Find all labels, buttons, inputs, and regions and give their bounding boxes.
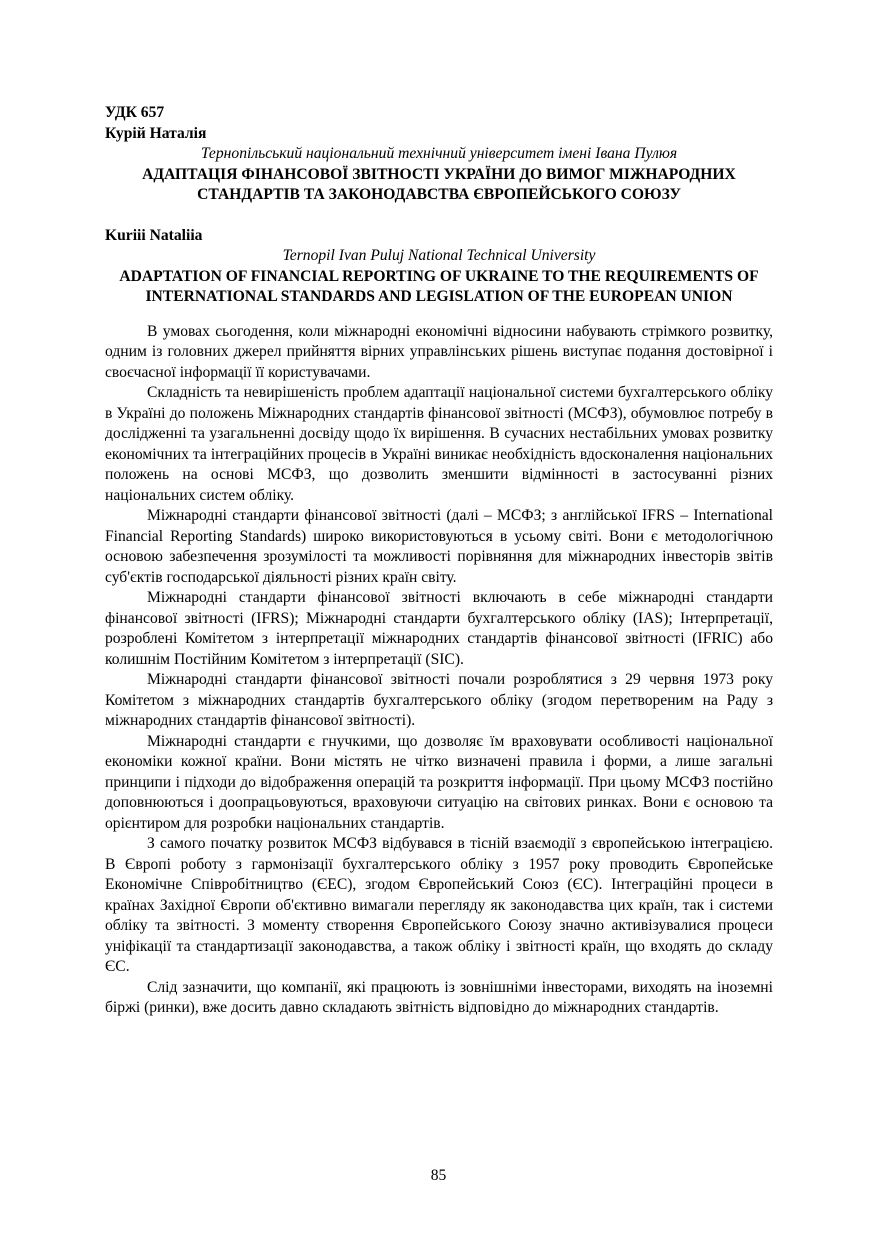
paragraph: Міжнародні стандарти фінансової звітності включають в себе міжнародні стандарти фінансової звітності (IFRS); Міжнародні стандарти бухгалтерського обліку (IAS); Інтерпретації, розроблені Комітетом з інтерпретації міжнародних стандартів фінансової звітності (IFRIC) або колишнім Постійним Комітетом з інтерпретації (SIC). [105,589,773,668]
udc-code: УДК 657 [105,104,165,121]
paragraph: З самого початку розвиток МСФЗ відбувався в тісній взаємодії з європейською інтеграцією. В Європі роботу з гармонізації бухгалтерського обліку з 1957 року проводить Європейське Економічне Співробітництво (ЄЕС), згодом Європейський Союз (ЄС). Інтеграційні процеси в країнах Західної Європи об'єктивно вимагали перегляду як законодавства цих країн, так і системи обліку та звітності. З моменту створення Європейського Союзу значно активізувалися процеси уніфікації та стандартизації законодавства, а також обліку і звітності країн, що входять до складу ЄС. [105,835,773,975]
title-en: ADAPTATION OF FINANCIAL REPORTING OF UKRAINE TO THE REQUIREMENTS OF INTERNATIONAL STANDARDS AND LEGISLATION OF THE EUROPEAN UNION [119,267,759,305]
author-en: Kuriii Nataliia [105,226,203,244]
paragraph: Міжнародні стандарти є гнучкими, що дозволяє їм враховувати особливості національної економіки кожної країни. Вони містять не чітко визначені правила і форми, а лише загальні принципи і підходи до відображення операцій та розкриття інформації. При цьому МСФЗ постійно доповнюються і доопрацьовуються, враховуючи ситуацію на світових ринках. Вони є основою та орієнтиром для розробки національних стандартів. [105,732,773,832]
section-gap [105,206,773,226]
paragraph: В умовах сьогодення, коли міжнародні економічні відносини набувають стрімкого розвитку, одним із головних джерел прийняття вірних управлінських рішень виступає подання достовірної і своєчасної інформації її користувачами. [105,322,773,381]
paragraph: Міжнародні стандарти фінансової звітності почали розроблятися з 29 червня 1973 року Комітетом з міжнародних стандартів бухгалтерського обліку (згодом перетвореним на Раду з міжнародних стандартів фінансової звітності). [105,671,773,729]
affiliation-en: Ternopil Ivan Puluj National Technical University [282,247,596,264]
paragraph: Слід зазначити, що компанії, які працюють із зовнішніми інвесторами, виходять на іноземні біржі (ринки), вже досить давно складають звітність відповідно до міжнародних стандартів. [105,978,773,1016]
affiliation-ua: Тернопільський національний технічний університет імені Івана Пулюя [200,145,678,162]
article-body [105,322,773,1019]
title-ua: АДАПТАЦІЯ ФІНАНСОВОЇ ЗВІТНОСТІ УКРАЇНИ ДО ВИМОГ МІЖНАРОДНИХ СТАНДАРТІВ ТА ЗАКОНОДАВСТВА ЄВРОПЕЙСЬКОГО СОЮЗУ [142,165,736,203]
page-number: 85 [430,1167,447,1184]
paragraph: Міжнародні стандарти фінансової звітності (далі – МСФЗ; з англійської IFRS – International Financial Reporting Standards) широко використовуються в усьому світі. Вони є методологічною основою забезпечення зрозумілості та можливості порівняння для міжнародних інвесторів звітів суб'єктів господарської діяльності різних країн світу. [105,507,773,586]
author-ua: Курій Наталія [105,124,207,142]
page-content [105,103,773,1019]
paragraph: Складність та невирішеність проблем адаптації національної системи бухгалтерського обліку в Україні до положень Міжнародних стандартів фінансової звітності (МСФЗ), обумовлює потребу в дослідженні та узагальненні досвіду щодо їх вирішення. В сучасних нестабільних умовах розвитку економічних та інтеграційних процесів в Україні виникає необхідність вдосконалення національних положень на основі МСФЗ, що дозволить зменшити відмінності в застосуванні різних національних систем обліку. [105,384,773,504]
